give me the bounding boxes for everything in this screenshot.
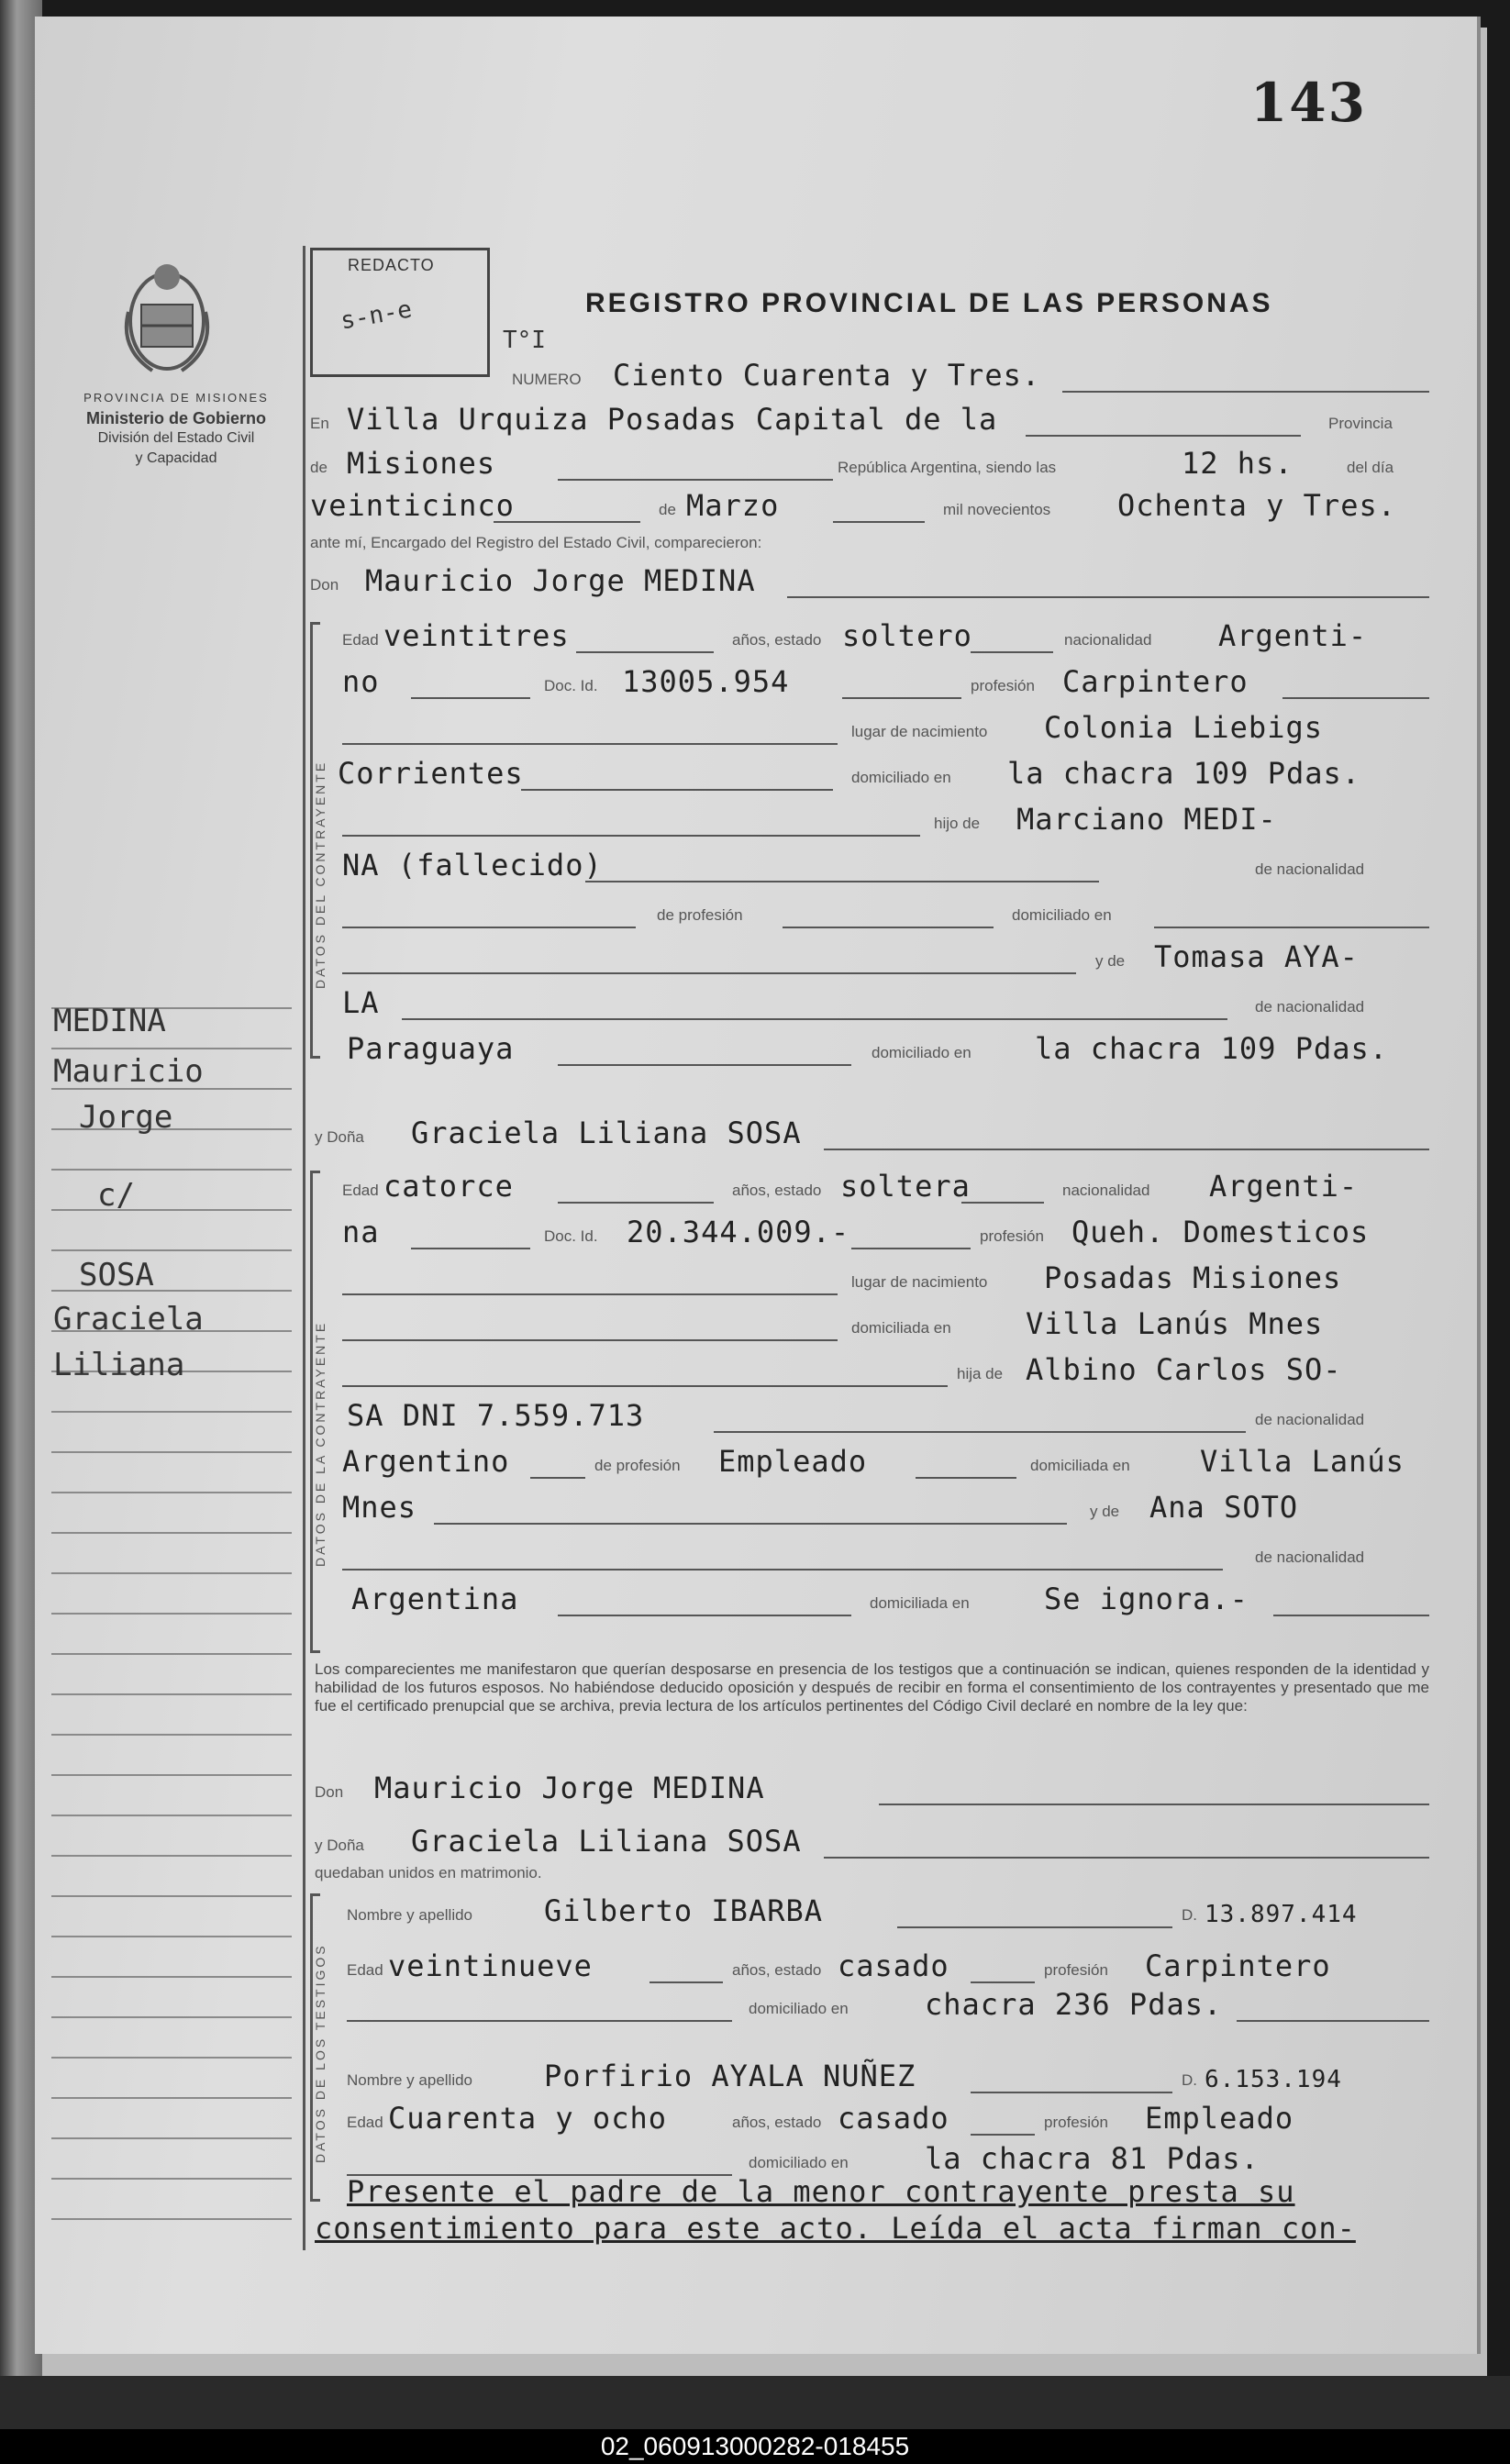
contrayente-f-padre-nacionalidad: Argentino — [342, 1444, 510, 1479]
contrayente-madre: Tomasa AYA- — [1154, 939, 1359, 974]
row-contrayente-f-madre — [310, 1490, 1429, 1526]
label-domiciliado-en: domiciliado en — [851, 769, 951, 786]
row-nota-2 — [310, 2211, 1429, 2248]
contrayente-f-madre-nacionalidad: Argentina — [351, 1582, 519, 1616]
redacto-initials: s-n-e — [338, 295, 415, 336]
row-numero — [310, 358, 1429, 394]
label-domiciliado-en-t1: domiciliado en — [749, 2000, 849, 2017]
label-de-nacionalidad-2: de nacionalidad — [1255, 998, 1365, 1016]
label-domiciliada-en: domiciliada en — [851, 1319, 951, 1337]
contrayente-nombre: Mauricio Jorge MEDINA — [365, 563, 756, 598]
contrayente-f-lugar-nacimiento: Posadas Misiones — [1044, 1260, 1342, 1295]
acta-lugar: Villa Urquiza Posadas Capital de la — [347, 402, 998, 437]
acta-provincia: Misiones — [347, 446, 496, 481]
contrayente-f-madre-domicilio: Se ignora.- — [1044, 1582, 1249, 1616]
label-y-de-f: y de — [1090, 1503, 1120, 1520]
page-number: 143 — [1249, 72, 1367, 134]
label-profesion-t2: profesión — [1044, 2114, 1108, 2131]
nota-line-2: consentimiento para este acto. Leída el acta firman con- — [315, 2211, 1356, 2246]
row-contrayente-madre — [310, 939, 1429, 976]
contrayente-lugar-nacimiento-cont: Corrientes — [338, 756, 524, 791]
label-don-2: Don — [315, 1783, 344, 1801]
coat-of-arms-icon — [116, 257, 218, 376]
label-doc-f: Doc. Id. — [544, 1227, 598, 1245]
label-provincia: Provincia — [1328, 415, 1393, 432]
contrayente-doc: 13005.954 — [622, 664, 790, 699]
document-title: REGISTRO PROVINCIAL DE LAS PERSONAS — [585, 288, 1273, 318]
margin-note-line: Mauricio — [53, 1053, 204, 1090]
label-datos-testigos: DATOS DE LOS TESTIGOS — [313, 1943, 328, 2163]
label-de-profesion: de profesión — [657, 906, 743, 924]
label-y-dona: y Doña — [315, 1128, 364, 1146]
label-datos-contrayente-f: DATOS DE LA CONTRAYENTE — [313, 1320, 328, 1567]
contrayente-f-doc: 20.344.009.- — [627, 1215, 850, 1249]
label-nacionalidad-f: nacionalidad — [1062, 1182, 1150, 1199]
label-numero: NUMERO — [512, 371, 582, 388]
label-datos-contrayente: DATOS DEL CONTRAYENTE — [313, 760, 328, 989]
row-contrayente-madre-nac — [310, 985, 1429, 1022]
row-contrayente-f-padre-nac — [310, 1398, 1429, 1435]
nota-line-1: Presente el padre de la menor contrayente presta su — [347, 2174, 1295, 2209]
acta-numero: Ciento Cuarenta y Tres. — [613, 358, 1041, 393]
testigo2-nombre: Porfirio AYALA NUÑEZ — [544, 2059, 916, 2093]
label-de-nacionalidad-f2: de nacionalidad — [1255, 1548, 1365, 1566]
contrayente-f-estado: soltera — [840, 1169, 971, 1204]
testigo1-profesion: Carpintero — [1145, 1948, 1331, 1983]
row-quedaban — [310, 1851, 1429, 1888]
label-nacionalidad: nacionalidad — [1064, 631, 1152, 649]
label-de-nacionalidad: de nacionalidad — [1255, 860, 1365, 878]
contrayente-f-nombre: Graciela Liliana SOSA — [411, 1115, 802, 1150]
row-lugar — [310, 402, 1429, 438]
row-contrayente-lugar-nac — [310, 710, 1429, 747]
testigo1-doc: 13.897.414 — [1205, 1901, 1358, 1928]
label-domiciliado-en-3: domiciliado en — [872, 1044, 972, 1061]
label-domiciliada-en-2: domiciliada en — [1030, 1457, 1130, 1474]
row-contrayente-padre — [310, 802, 1429, 838]
label-profesion-t1: profesión — [1044, 1961, 1108, 1979]
label-del-dia: del día — [1347, 459, 1394, 476]
label-domiciliada-en-3: domiciliada en — [870, 1594, 970, 1612]
row-testigo2-domicilio — [310, 2141, 1429, 2178]
scan-caption: 02_060913000282-018455 — [0, 2429, 1510, 2464]
label-lugar-nacimiento: lugar de nacimiento — [851, 723, 988, 740]
row-testigo2-edad — [310, 2101, 1429, 2137]
contrayente-f-padre-domicilio: Villa Lanús — [1200, 1444, 1405, 1479]
contrayente-f-domicilio: Villa Lanús Mnes — [1026, 1306, 1324, 1341]
row-contrayente-padre-prof — [310, 893, 1429, 930]
label-quedaban: quedaban unidos en matrimonio. — [315, 1864, 542, 1881]
acta-anio: Ochenta y Tres. — [1117, 488, 1396, 523]
margin-note-line: c/ — [97, 1177, 135, 1214]
row-provincia — [310, 446, 1429, 483]
margin-note-line: MEDINA — [53, 1003, 166, 1039]
label-nombre-apellido-2: Nombre y apellido — [347, 2071, 473, 2089]
label-anos-estado-f: años, estado — [732, 1182, 822, 1199]
contrayente-nacionalidad: Argenti- — [1218, 618, 1368, 653]
contrayente-madre-cont: LA — [342, 985, 380, 1020]
scan-bottom-band — [0, 2376, 1510, 2431]
row-dona — [310, 1115, 1429, 1152]
label-edad-t2: Edad — [347, 2114, 383, 2131]
office-line-3: División del Estado Civil — [97, 430, 255, 446]
label-doc: Doc. Id. — [544, 677, 598, 694]
testigo2-edad: Cuarenta y ocho — [388, 2101, 667, 2136]
row-testigo1-edad — [310, 1948, 1429, 1985]
testigo1-nombre: Gilberto IBARBA — [544, 1893, 823, 1928]
issuing-office — [61, 388, 292, 469]
contrayente-padre-cont: NA (fallecido) — [342, 848, 603, 882]
office-line-2: Ministerio de Gobierno — [85, 409, 266, 427]
contrayente-edad: veintitres — [383, 618, 570, 653]
label-d: D. — [1182, 1906, 1197, 1924]
label-anos-estado-t1: años, estado — [732, 1961, 822, 1979]
testigo2-estado: casado — [838, 2101, 949, 2136]
label-anos-estado: años, estado — [732, 631, 822, 649]
declaracion-dona: Graciela Liliana SOSA — [411, 1824, 802, 1859]
row-fecha — [310, 488, 1429, 525]
row-don — [310, 563, 1429, 600]
contrayente-estado: soltero — [842, 618, 972, 653]
row-contrayente-edad — [310, 618, 1429, 655]
row-contrayente-f-edad — [310, 1169, 1429, 1205]
contrayente-f-edad: catorce — [383, 1169, 514, 1204]
row-ante-mi — [310, 521, 1429, 558]
contrayente-lugar-nacimiento: Colonia Liebigs — [1044, 710, 1323, 745]
label-de-profesion-f: de profesión — [594, 1457, 681, 1474]
margin-ruled-column — [51, 1007, 292, 2236]
label-ante-mi: ante mí, Encargado del Registro del Estado Civil, comparecieron: — [310, 534, 762, 551]
tomo-marker: T°I — [503, 327, 546, 354]
label-d-2: D. — [1182, 2071, 1197, 2089]
row-contrayente-padre-nac — [310, 848, 1429, 884]
contrayente-madre-domicilio: la chacra 109 Pdas. — [1035, 1031, 1389, 1066]
label-profesion-f: profesión — [980, 1227, 1044, 1245]
margin-note-line: Liliana — [53, 1347, 185, 1383]
row-contrayente-f-padre — [310, 1352, 1429, 1389]
contrayente-f-nacionalidad: Argenti- — [1209, 1169, 1359, 1204]
label-edad-f: Edad — [342, 1182, 379, 1199]
label-republica: República Argentina, siendo las — [838, 459, 1057, 476]
label-don: Don — [310, 576, 339, 594]
contrayente-f-padre: Albino Carlos SO- — [1026, 1352, 1342, 1387]
row-contrayente-f-domicilio — [310, 1306, 1429, 1343]
register-page — [35, 17, 1481, 2354]
testigo1-estado: casado — [838, 1948, 949, 1983]
margin-note-line: Jorge — [79, 1099, 173, 1136]
testigo1-edad: veintinueve — [388, 1948, 593, 1983]
contrayente-f-nacionalidad-cont: na — [342, 1215, 380, 1249]
testigo2-domicilio: la chacra 81 Pdas. — [925, 2141, 1260, 2176]
row-contrayente-f-madre-nac — [310, 1536, 1429, 1572]
contrayente-f-profesion: Queh. Domesticos — [1071, 1215, 1370, 1249]
declaracion-don: Mauricio Jorge MEDINA — [374, 1770, 765, 1805]
acta-dia: veinticinco — [310, 488, 515, 523]
contrayente-f-madre: Ana SOTO — [1149, 1490, 1299, 1525]
label-nombre-apellido: Nombre y apellido — [347, 1906, 473, 1924]
office-line-1: PROVINCIA DE MISIONES — [83, 391, 269, 405]
label-de-mes: de — [659, 501, 676, 518]
label-mil: mil novecientos — [943, 501, 1051, 518]
row-contrayente-f-madre-dom — [310, 1582, 1429, 1618]
label-hijo-de: hijo de — [934, 815, 981, 832]
label-profesion: profesión — [971, 677, 1035, 694]
contrayente-f-padre-cont: SA DNI 7.559.713 — [347, 1398, 645, 1433]
margin-note-line: SOSA — [79, 1257, 154, 1293]
contrayente-domicilio: la chacra 109 Pdas. — [1007, 756, 1361, 791]
label-domiciliado-en-2: domiciliado en — [1012, 906, 1112, 924]
contrayente-f-padre-domicilio-cont: Mnes — [342, 1490, 417, 1525]
testigo2-profesion: Empleado — [1145, 2101, 1294, 2136]
row-contrayente-doc — [310, 664, 1429, 701]
row-testigo2-nombre — [310, 2059, 1429, 2095]
testigo2-doc: 6.153.194 — [1205, 2066, 1342, 2093]
contrayente-f-padre-profesion: Empleado — [718, 1444, 868, 1479]
contrayente-nacionalidad-cont: no — [342, 664, 380, 699]
row-declaracion-don — [310, 1770, 1429, 1807]
office-line-4: y Capacidad — [135, 450, 217, 466]
label-edad-t1: Edad — [347, 1961, 383, 1979]
margin-note-line: Graciela — [53, 1301, 204, 1337]
contrayente-profesion: Carpintero — [1062, 664, 1249, 699]
redacto-label: REDACTO — [348, 256, 435, 274]
label-de: de — [310, 459, 328, 476]
row-contrayente-domicilio — [310, 756, 1429, 793]
label-en: En — [310, 415, 329, 432]
acta-mes: Marzo — [686, 488, 780, 523]
testigo1-domicilio: chacra 236 Pdas. — [925, 1987, 1223, 2022]
contrayente-madre-nacionalidad: Paraguaya — [347, 1031, 515, 1066]
label-domiciliado-en-t2: domiciliado en — [749, 2154, 849, 2171]
row-contrayente-f-doc — [310, 1215, 1429, 1251]
row-contrayente-madre-dom — [310, 1031, 1429, 1068]
row-nota-1 — [310, 2174, 1429, 2211]
label-anos-estado-t2: años, estado — [732, 2114, 822, 2131]
label-de-nacionalidad-f: de nacionalidad — [1255, 1411, 1365, 1428]
label-hija-de: hija de — [957, 1365, 1004, 1382]
row-contrayente-f-lugar-nac — [310, 1260, 1429, 1297]
row-contrayente-f-padre-prof — [310, 1444, 1429, 1481]
row-testigo1-domicilio — [310, 1987, 1429, 2024]
legal-paragraph: Los comparecientes me manifestaron que querían desposarse en presencia de los testigos que a continuación se indican, quienes responden de la identidad y habilidad de los futuros esposos. No habiéndose deducido oposición y después de recibir en forma el consentimiento de los contrayentes y presentado que me fue el certificado prenupcial que se archiva, previa lectura de los artículos pertinentes del Código Civil declaré en nombre de la ley que: — [315, 1660, 1429, 1715]
label-y-de: y de — [1095, 952, 1126, 970]
label-lugar-nacimiento-f: lugar de nacimiento — [851, 1273, 988, 1291]
row-testigo1-nombre — [310, 1893, 1429, 1930]
label-edad: Edad — [342, 631, 379, 649]
acta-hora: 12 hs. — [1182, 446, 1293, 481]
contrayente-padre: Marciano MEDI- — [1016, 802, 1277, 837]
label-y-dona-2: y Doña — [315, 1837, 364, 1854]
